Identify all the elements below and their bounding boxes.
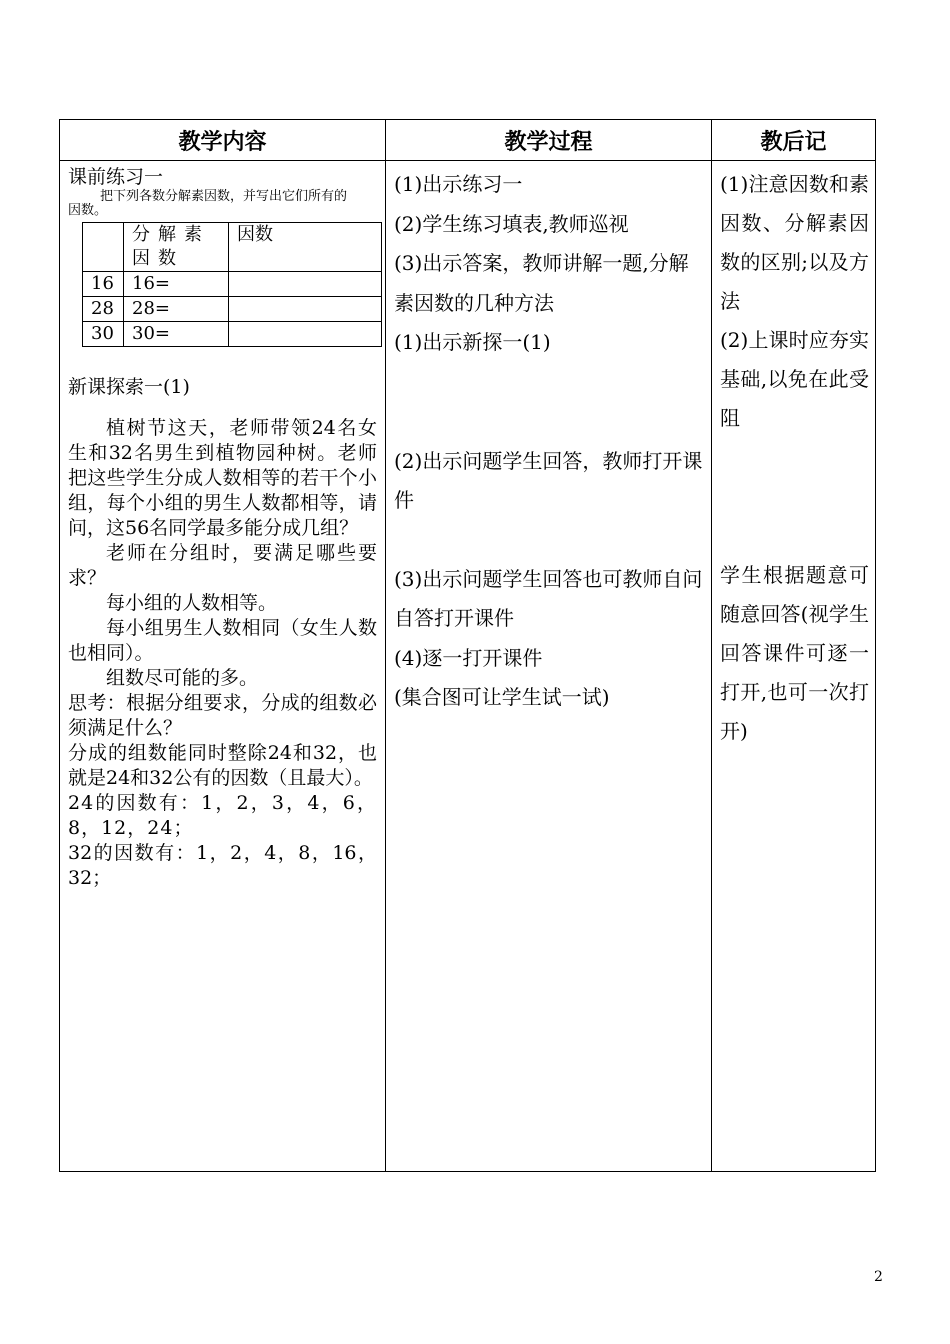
row-number: 30 — [83, 322, 124, 347]
process-step-1: (1)出示练习一 — [394, 172, 523, 196]
requirement-3: 组数尽可能的多。 — [106, 667, 259, 689]
exercise-instruction: 把下列各数分解素因数，并写出它们所有的 因数。 — [68, 189, 348, 218]
factors-32: 32的因数有：1，2，4，8，16，32； — [68, 842, 377, 889]
content-column — [60, 161, 386, 1172]
process-step-8: (集合图可让学生试一试) — [394, 685, 610, 709]
answer-text: 分成的组数能同时整除24和32，也就是24和32公有的因数（且最大）。 — [68, 742, 377, 789]
requirement-2: 每小组男生人数相同（女生人数也相同）。 — [68, 617, 377, 664]
row-factorization: 30= — [124, 322, 229, 347]
process-step-2: (2)学生练习填表,教师巡视 — [394, 211, 629, 236]
row-factors — [229, 297, 382, 322]
header-content: 教学内容 — [60, 120, 386, 161]
question-text: 老师在分组时，要满足哪些要求？ — [68, 542, 377, 589]
new-lesson-title: 新课探索一(1) — [68, 376, 190, 398]
note-1: (1)注意因数和素因数、分解素因数的区别;以及方法 — [720, 172, 869, 313]
process-step-4: (1)出示新探一(1) — [394, 330, 551, 354]
notes-column — [712, 161, 876, 1172]
exercise-header-blank — [83, 223, 124, 272]
requirement-1: 每小组的人数相等。 — [106, 592, 278, 614]
process-column — [386, 161, 712, 1172]
row-number: 16 — [83, 272, 124, 297]
row-factors — [229, 322, 382, 347]
row-factorization: 28= — [124, 297, 229, 322]
pre-exercise-title: 课前练习一 — [68, 166, 164, 188]
think-text: 思考：根据分组要求，分成的组数必须满足什么？ — [68, 692, 377, 739]
header-notes: 教后记 — [712, 120, 876, 161]
problem-text: 植树节这天，老师带领24名女生和32名男生到植物园种树。老师把这些学生分成人数相等的若干个小组，每个小组的男生人数都相等，请问，这56名同学最多能分成几组？ — [68, 417, 377, 539]
page-number: 2 — [874, 1269, 883, 1285]
row-number: 28 — [83, 297, 124, 322]
row-factorization: 16= — [124, 272, 229, 297]
process-step-7: (4)逐一打开课件 — [394, 645, 543, 670]
note-2: (2)上课时应夯实基础,以免在此受阻 — [720, 328, 869, 430]
exercise-table — [82, 222, 382, 347]
process-step-6: (3)出示问题学生回答也可教师自问自答打开课件 — [394, 566, 703, 630]
exercise-table-header — [83, 223, 382, 272]
header-process: 教学过程 — [386, 120, 712, 161]
table-row — [83, 272, 382, 297]
factors-24: 24的因数有：1，2，3，4，6，8，12，24； — [68, 792, 377, 839]
table-row — [83, 297, 382, 322]
note-3: 学生根据题意可随意回答(视学生回答课件可逐一打开,也可一次打开) — [720, 563, 869, 743]
lesson-plan-table — [59, 119, 876, 1172]
table-row — [83, 322, 382, 347]
exercise-header-factorize: 分解素因数 — [124, 223, 229, 272]
row-factors — [229, 272, 382, 297]
exercise-header-factors: 因数 — [229, 223, 382, 272]
process-step-5: (2)出示问题学生回答，教师打开课件 — [394, 448, 703, 512]
process-step-3: (3)出示答案，教师讲解一题,分解素因数的几种方法 — [394, 251, 689, 315]
